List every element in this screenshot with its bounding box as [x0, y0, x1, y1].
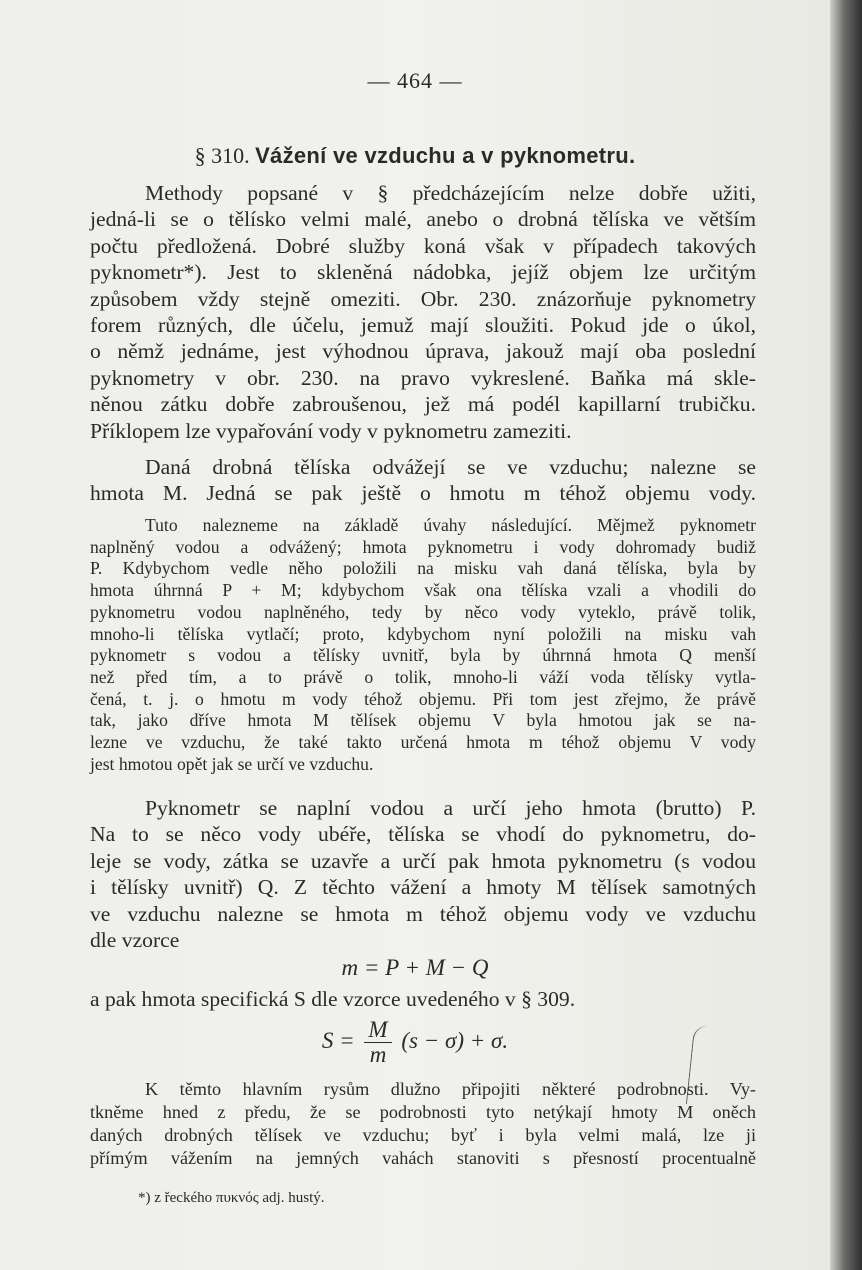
- fraction-denominator: m: [369, 1042, 387, 1067]
- line: forem různých, dle účelu, jemuž mají sloužiti. Pokud jde o úkol,: [90, 313, 756, 338]
- line: Methody popsané v § předcházejícím nelze dobře užiti,: [145, 181, 756, 205]
- line: čená, t. j. o hmotu m vody téhož objemu. Při tom jest zřejmo, že právě: [90, 688, 756, 709]
- line: pyknometry v obr. 230. na pravo vykreslené. Baňka má skle-: [90, 365, 756, 390]
- small-print-paragraph: [90, 515, 756, 775]
- line: Příklopem lze vypařování vody v pyknometru zameziti.: [90, 418, 572, 443]
- line: a pak hmota specifická S dle vzorce uvedeného v § 309.: [90, 987, 576, 1011]
- line: P. Kdybychom vedle něho položili na misku vah daná tělíska, byla by: [90, 558, 756, 579]
- line: hmota M. Jedná se pak ještě o hmotu m téhož objemu vody.: [90, 481, 756, 506]
- line: než před tím, a to právě o tolik, mnoho-li váží voda tělísky vytla-: [90, 666, 756, 687]
- paragraph-2: [90, 454, 756, 507]
- line: pyknometru vodou naplněného, tedy by něco vody vyteklo, právě tolik,: [90, 601, 756, 622]
- line: K těmto hlavním rysům dlužno připojiti některé podrobnosti. Vy-: [145, 1079, 756, 1099]
- line: mnoho-li tělíska vytlačí; proto, kdybychom nyní položili na misku vah: [90, 623, 756, 644]
- line: Daná drobná tělíska odvážejí se ve vzduchu; nalezne se: [145, 455, 756, 479]
- line: způsobem vždy stejně omeziti. Obr. 230. znázorňuje pyknometry: [90, 286, 756, 311]
- line: naplněný vodou a odvážený; hmota pyknometru i vody dohromady budiž: [90, 536, 756, 557]
- footnote: *) z řeckého πυκνός adj. hustý.: [138, 1190, 325, 1206]
- section-title: Vážení ve vzduchu a v pyknometru.: [255, 143, 636, 168]
- paragraph-4: [90, 986, 756, 1012]
- line: pyknometr*). Jest to skleněná nádobka, jejíž objem lze určitým: [90, 260, 756, 285]
- line: hmota úhrnná P + M; kdybychom však ona tělíska vzali a vhodili do: [90, 580, 756, 601]
- line: Tuto nalezneme na základě úvahy následující. Mějmež pyknometr: [145, 515, 756, 535]
- line: přímým vážením na jemných vahách stanoviti s přesností procentualně: [90, 1148, 756, 1168]
- line: i tělísky uvnitř) Q. Z těchto vážení a hmoty M tělísek samotných: [90, 875, 756, 900]
- line: pyknometr s vodou a tělísky uvnitř, byla by úhrnná hmota Q menší: [90, 645, 756, 666]
- line: tak, jako dříve hmota M tělísek objemu V byla hmotou jak se na-: [90, 710, 756, 731]
- fraction-numerator: M: [364, 1018, 391, 1043]
- line: něnou zátku dobře zabroušenou, jež má podél kapillarní trubičku.: [90, 392, 756, 417]
- line: dle vzorce: [90, 928, 180, 953]
- page-number: — 464 —: [367, 68, 463, 93]
- line: o němž jednáme, jest výhodnou úprava, jakouž mají oba poslední: [90, 339, 756, 364]
- line: jest hmotou opět jak se určí ve vzduchu.: [90, 753, 374, 774]
- formula-lhs: S =: [321, 1027, 355, 1053]
- line: lezne ve vzduchu, že také takto určená hmota m téhož objemu V vody: [90, 732, 756, 753]
- line: Pyknometr se naplní vodou a určí jeho hmota (brutto) P.: [145, 796, 756, 820]
- line: tkněme hned z předu, že se podrobnosti tyto netýkají hmoty M oněch: [90, 1102, 756, 1122]
- formula-mass-water: m = P + M − Q: [341, 955, 489, 980]
- section-number: § 310.: [194, 143, 250, 168]
- line: leje se vody, zátka se uzavře a určí pak hmota pyknometru (s vodou: [90, 848, 756, 873]
- line: ve vzduchu nalezne se hmota m téhož objemu vody ve vzduchu: [90, 901, 756, 926]
- fraction: [364, 1018, 391, 1067]
- paragraph-5: [90, 1078, 756, 1170]
- line: jedná-li se o tělísko velmi malé, anebo o drobná tělíska ve větším: [90, 207, 756, 232]
- book-spine-shadow: [830, 0, 862, 1270]
- formula-rhs: (s − σ) + σ.: [401, 1027, 509, 1053]
- paragraph-3: [90, 795, 756, 953]
- paragraph-1: [90, 180, 756, 444]
- line: Na to se něco vody ubéře, tělíska se vhodí do pyknometru, do-: [90, 822, 756, 847]
- line: počtu předložená. Dobré služby koná však v případech takových: [90, 233, 756, 258]
- line: daných drobných tělísek ve vzduchu; byť i byla velmi malá, lze ji: [90, 1125, 756, 1145]
- section-heading: [0, 143, 830, 169]
